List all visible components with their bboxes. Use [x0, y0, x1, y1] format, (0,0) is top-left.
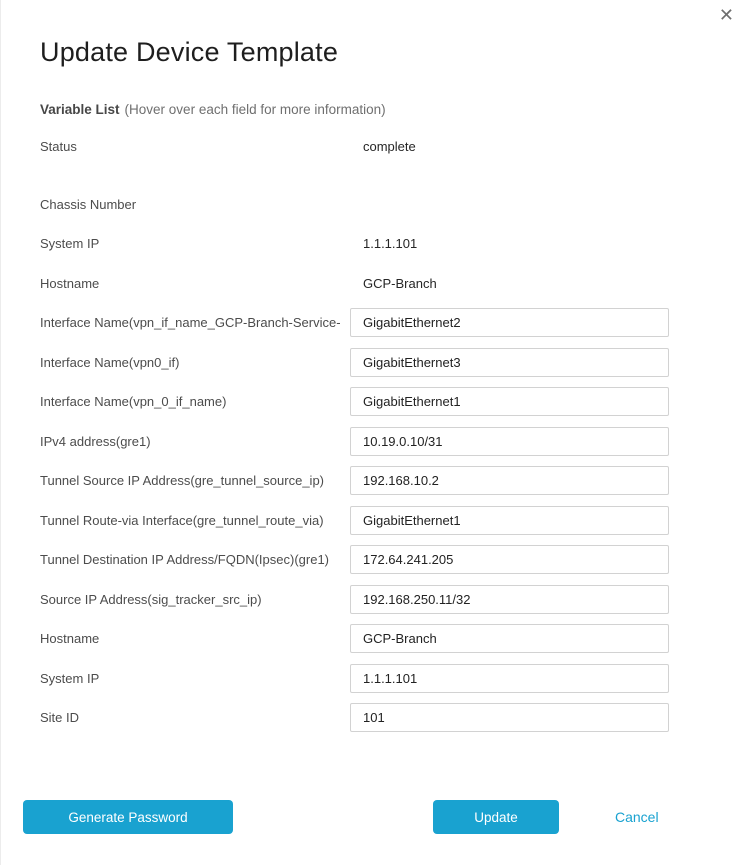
hostname-editable-label: Hostname: [40, 631, 100, 647]
tunnel-destination-ip-input[interactable]: [350, 545, 669, 574]
tunnel-route-via-interface-input[interactable]: [350, 506, 669, 535]
row-hostname-readonly: [40, 264, 714, 304]
interface-name-vpn0-if-label: Interface Name(vpn0_if): [40, 354, 180, 370]
page-title: Update Device Template: [40, 37, 339, 68]
update-button[interactable]: Update: [433, 800, 559, 834]
interface-name-vpn-0-if-name-label: Interface Name(vpn_0_if_name): [40, 394, 227, 410]
close-icon[interactable]: ✕: [717, 3, 736, 29]
tunnel-route-via-interface-label: Tunnel Route-via Interface(gre_tunnel_route_via): [40, 512, 324, 528]
row-interface-name-vpn0-if: [40, 343, 714, 383]
row-system-ip-readonly: [40, 224, 714, 264]
variable-list-hint: (Hover over each field for more information): [124, 102, 386, 117]
row-hostname-editable: [40, 619, 714, 659]
row-tunnel-source-ip: [40, 461, 714, 501]
source-ip-address-input[interactable]: [350, 585, 669, 614]
row-chassis-number: [40, 185, 714, 225]
interface-name-service-vpn-input[interactable]: [350, 308, 669, 337]
row-tunnel-route-via-interface: [40, 501, 714, 541]
row-site-id: [40, 698, 714, 738]
variable-list-heading: [40, 102, 386, 117]
tunnel-source-ip-label: Tunnel Source IP Address(gre_tunnel_source_ip): [40, 473, 325, 489]
variable-list-title: Variable List: [40, 102, 120, 117]
chassis-number-label: Chassis Number: [40, 196, 137, 212]
tunnel-destination-ip-label: Tunnel Destination IP Address/FQDN(Ipsec)(gre1): [40, 552, 330, 568]
interface-name-service-vpn-label: Interface Name(vpn_if_name_GCP-Branch-Service-: [40, 315, 341, 331]
site-id-input[interactable]: [350, 703, 669, 732]
interface-name-vpn0-if-input[interactable]: [350, 348, 669, 377]
row-interface-name-vpn-0-if-name: [40, 382, 714, 422]
interface-name-vpn-0-if-name-input[interactable]: [350, 387, 669, 416]
row-tunnel-destination-ip: [40, 540, 714, 580]
system-ip-input[interactable]: [350, 664, 669, 693]
system-ip-editable-label: System IP: [40, 670, 100, 686]
tunnel-source-ip-input[interactable]: [350, 466, 669, 495]
system-ip-value: 1.1.1.101: [363, 236, 418, 252]
generate-password-button[interactable]: Generate Password: [23, 800, 233, 834]
variable-list: [40, 127, 714, 738]
system-ip-label: System IP: [40, 236, 100, 252]
row-source-ip-address: [40, 580, 714, 620]
ipv4-address-gre1-input[interactable]: [350, 427, 669, 456]
row-system-ip-editable: [40, 659, 714, 699]
hostname-label: Hostname: [40, 275, 100, 291]
row-ipv4-address-gre1: [40, 422, 714, 462]
status-value: complete: [363, 139, 416, 155]
row-status: [40, 127, 714, 167]
status-label: Status: [40, 139, 77, 155]
row-interface-name-service-vpn: [40, 303, 714, 343]
site-id-label: Site ID: [40, 710, 80, 726]
cancel-button[interactable]: Cancel: [607, 800, 667, 834]
hostname-input[interactable]: [350, 624, 669, 653]
ipv4-address-gre1-label: IPv4 address(gre1): [40, 433, 151, 449]
hostname-value: GCP-Branch: [363, 275, 437, 291]
source-ip-address-label: Source IP Address(sig_tracker_src_ip): [40, 591, 262, 607]
